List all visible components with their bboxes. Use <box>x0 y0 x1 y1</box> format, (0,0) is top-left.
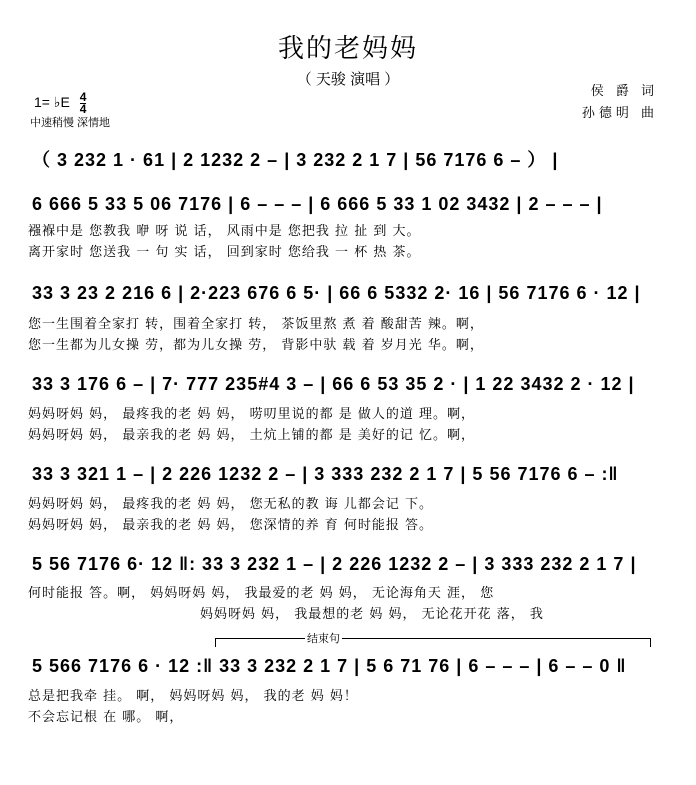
lyric-line-5a: 妈妈呀妈 妈， 最疼我的老 妈 妈， 您无私的教 诲 儿都会记 下。 <box>28 497 434 512</box>
ending-bracket <box>215 638 651 647</box>
lyric-line-5b: 妈妈呀妈 妈， 最亲我的老 妈 妈， 您深情的养 育 何时能报 答。 <box>28 518 434 533</box>
lyric-line-3b: 您一生都为儿女操 劳，都为儿女操 劳， 背影中驮 载 着 岁月光 华。啊， <box>28 338 484 353</box>
score-line-2: 6 666 5 33 5 06 7176 | 6 – – – | 6 666 5 33 1 02 3432 | 2 – – – | <box>32 194 603 214</box>
song-title: 我的老妈妈 <box>277 33 418 63</box>
key-label: 1= ♭E <box>34 94 70 111</box>
time-signature: $\frac{4}{4}$ <box>79 90 87 116</box>
composer: 孙德明 曲 <box>581 106 658 121</box>
ending-label: 结束句 <box>305 630 342 646</box>
lyric-line-6b: 妈妈呀妈 妈， 我最想的老 妈 妈， 无论花开花 落， 我 <box>200 607 544 622</box>
lyric-line-4b: 妈妈呀妈 妈， 最亲我的老 妈 妈， 土炕上铺的都 是 美好的记 忆。啊， <box>28 428 476 443</box>
lyricist: 侯 爵 词 <box>590 84 658 99</box>
performer: （ 天骏 演唱 ） <box>296 71 400 88</box>
score-line-6: 5 56 7176 6· 12 ‖: 33 3 232 1 – | 2 226 1232 2 – | 3 333 232 2 1 7 | <box>32 554 637 574</box>
score-line-3: 33 3 23 2 216 6 | 2·223 676 6 5· | 66 6 5332 2· 16 | 56 7176 6 · 12 | <box>32 283 641 303</box>
lyric-line-7b: 不会忘记根 在 哪。 啊， <box>28 710 184 725</box>
key-signature <box>34 92 86 115</box>
score-line-5: 33 3 321 1 – | 2 226 1232 2 – | 3 333 232 2 1 7 | 5 56 7176 6 – :‖ <box>32 464 619 484</box>
score-line-4: 33 3 176 6 – | 7· 777 235#4 3 – | 66 6 53 35 2 · | 1 22 3432 2 · 12 | <box>32 374 635 394</box>
lyric-line-2a: 襁褓中是 您教我 咿 呀 说 话， 风雨中是 您把我 拉 扯 到 大。 <box>28 224 421 239</box>
lyric-line-6a: 何时能报 答。啊， 妈妈呀妈 妈， 我最爱的老 妈 妈， 无论海角天 涯， 您 <box>28 586 495 601</box>
lyric-line-7a: 总是把我牵 挂。 啊， 妈妈呀妈 妈， 我的老 妈 妈！ <box>28 689 358 704</box>
score-line-1: （ 3 232 1 · 61 | 2 1232 2 – | 3 232 2 1 7 | 56 7176 6 – ） | <box>32 150 559 170</box>
lyric-line-2b: 离开家时 您送我 一 句 实 话， 回到家时 您给我 一 杯 热 茶。 <box>28 245 421 260</box>
lyric-line-4a: 妈妈呀妈 妈， 最疼我的老 妈 妈， 唠叨里说的都 是 做人的道 理。啊， <box>28 407 476 422</box>
score-line-7: 5 566 7176 6 · 12 :‖ 33 3 232 2 1 7 | 5 6 71 76 | 6 – – – | 6 – – 0 ‖ <box>32 656 627 676</box>
lyric-line-3a: 您一生围着全家打 转，围着全家打 转， 茶饭里熬 煮 着 酸甜苦 辣。啊， <box>28 317 484 332</box>
tempo-marking: 中速稍慢 深情地 <box>30 117 111 129</box>
